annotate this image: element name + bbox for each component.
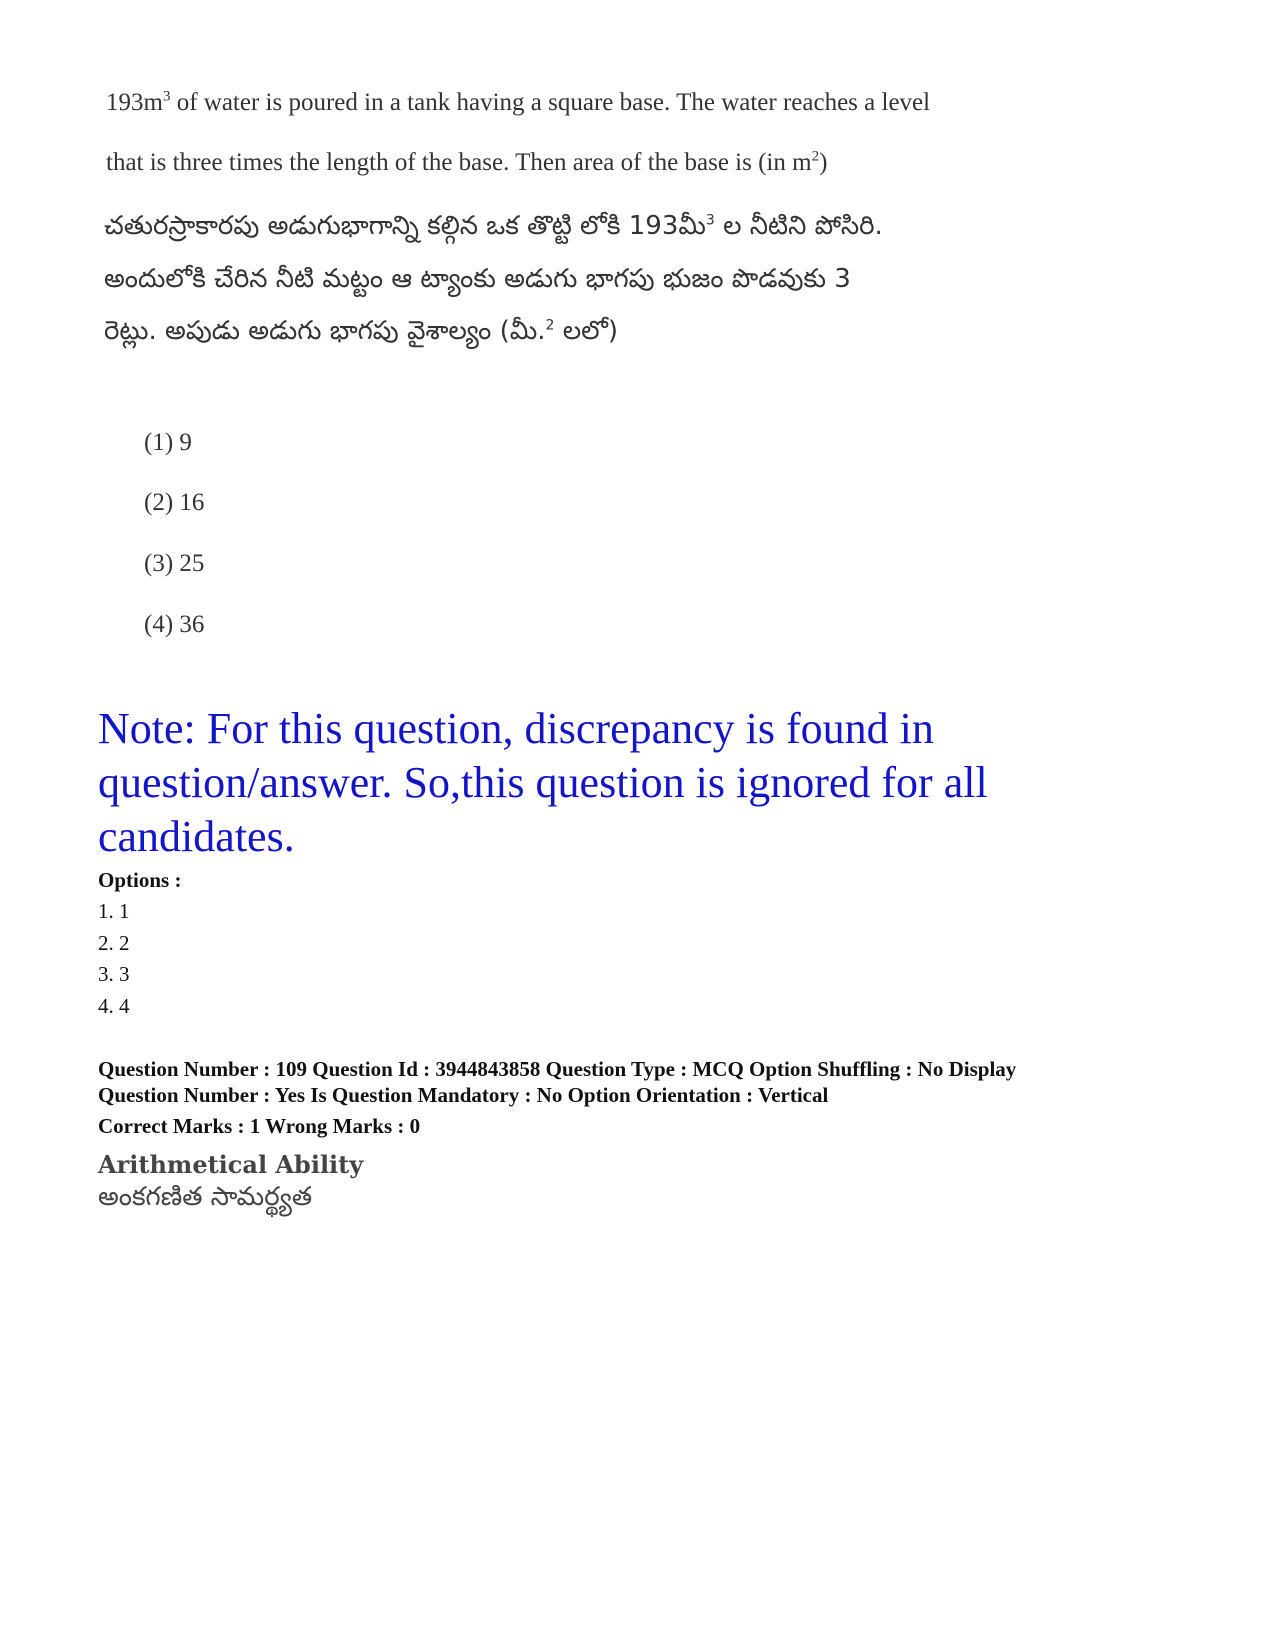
question-english-line-2-end: ) [819,149,828,176]
question-telugu-line-3-end: లలో) [554,316,619,346]
option-item-4: 4. 4 [98,994,130,1018]
question-marks: Correct Marks : 1 Wrong Marks : 0 [98,1114,421,1138]
question-english-line-2-start: that is three times the length of the base. Then area of the base is (in m [106,149,812,176]
options-label: Options : [98,868,182,892]
section-title-english: Arithmetical Ability [98,1150,364,1179]
question-telugu-line-1-start: చతురస్రాకారపు అడుగుభాగాన్ని కల్గిన ఒక తొట్టి లోకి 193మీ [104,211,706,241]
question-choice-4: (4) 36 [144,611,205,638]
question-english-square-superscript: 2 [811,148,820,165]
question-telugu-line-3 [104,314,1024,348]
question-choice-2: (2) 16 [144,489,205,516]
question-english-line-1-start: 193m [106,89,163,116]
question-choice-1: (1) 9 [144,429,192,456]
question-english-line-1 [106,88,1006,118]
option-item-2: 2. 2 [98,931,130,955]
question-english-cube-superscript: 3 [162,88,171,105]
question-telugu-line-1 [104,209,1024,243]
question-telugu-cube-superscript: 3 [705,212,715,229]
question-telugu-square-superscript: 2 [545,317,555,334]
question-meta-line-2: Question Number : Yes Is Question Mandatory : No Option Orientation : Vertical [98,1083,829,1107]
section-title-telugu: అంకగణిత సామర్థ్యత [98,1182,313,1212]
option-item-1: 1. 1 [98,899,130,923]
question-meta-line-1: Question Number : 109 Question Id : 3944843858 Question Type : MCQ Option Shuffling : No Display [98,1057,1017,1081]
question-telugu-line-2: అందులోకి చేరిన నీటి మట్టం ఆ ట్యాంకు అడుగు భాగపు భుజం పొడవుకు 3 [104,264,851,294]
question-english-line-2 [106,148,1006,178]
question-choice-3: (3) 25 [144,550,205,577]
option-item-3: 3. 3 [98,962,130,986]
question-english-line-1-end: of water is poured in a tank having a square base. The water reaches a level [170,89,931,116]
question-telugu-line-3-start: రెట్లు. అపుడు అడుగు భాగపు వైశాల్యం (మీ. [104,316,546,346]
question-telugu-line-1-end: ల నీటిని పోసిరి. [714,211,883,241]
discrepancy-note: Note: For this question, discrepancy is found in question/answer. So,this question is ignored for all candidates. [98,704,988,861]
